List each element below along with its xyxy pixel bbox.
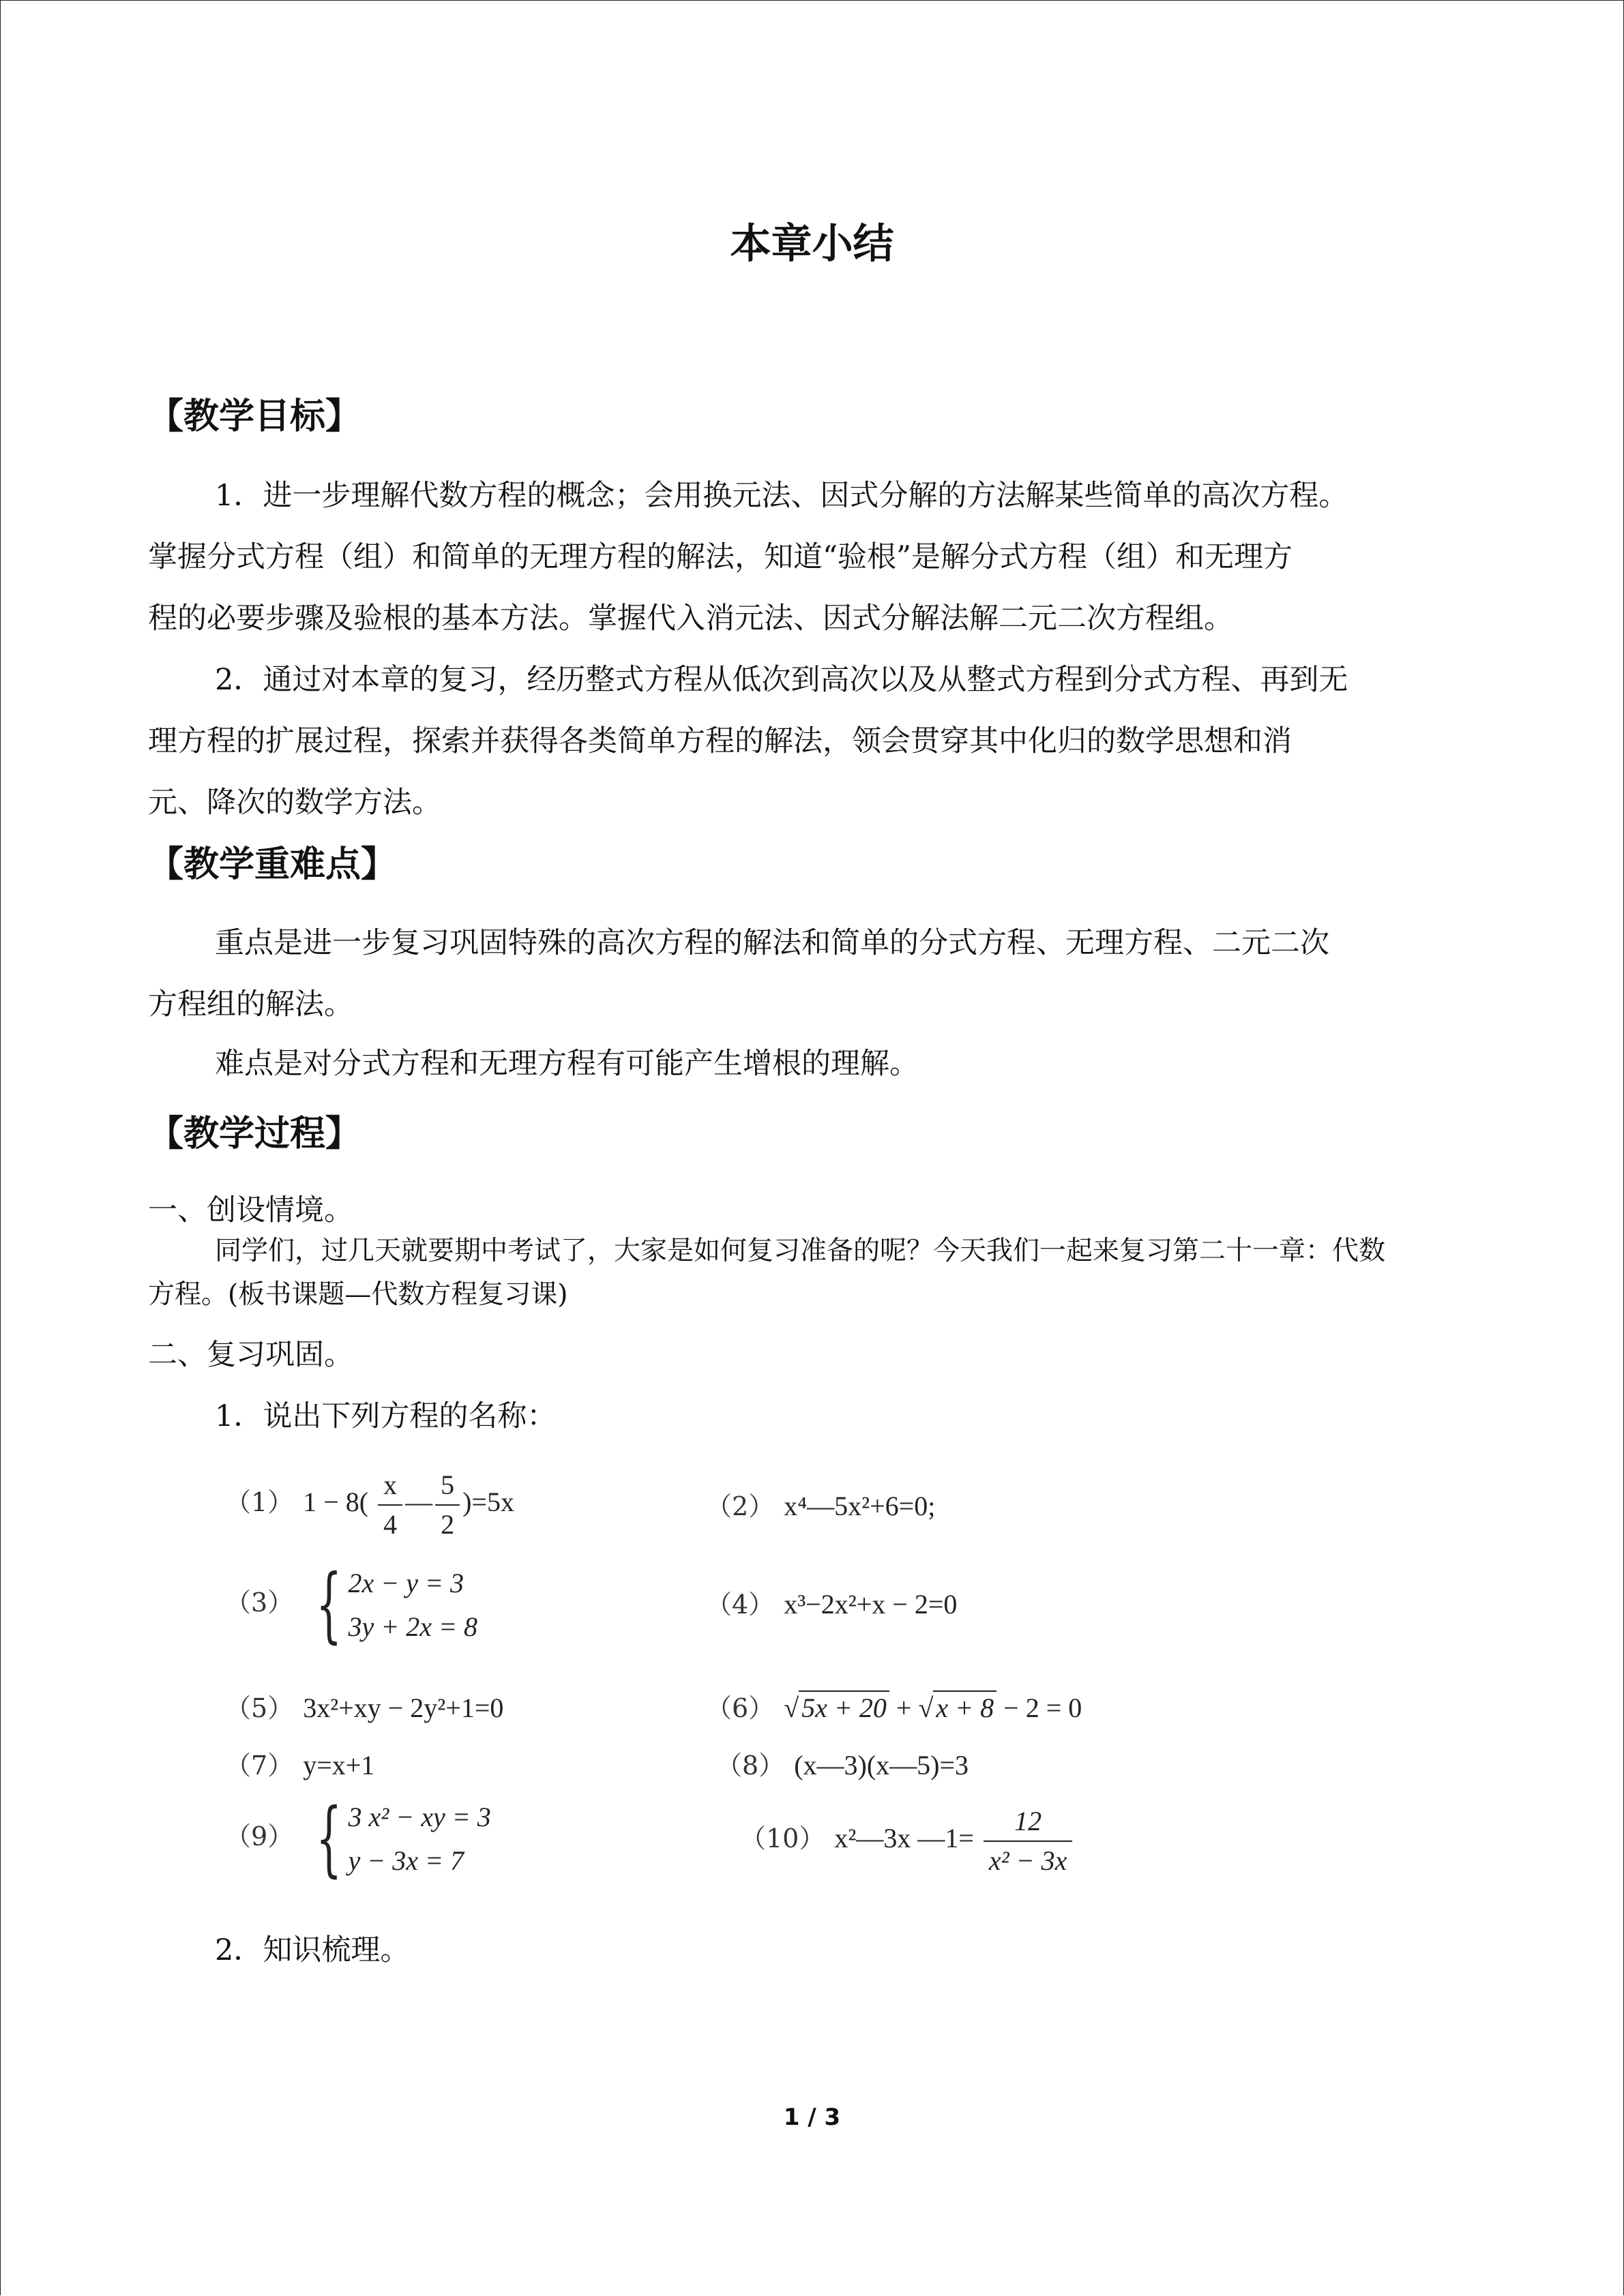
left-brace-icon: { — [316, 1791, 342, 1886]
key-line-3: 难点是对分式方程和无理方程有可能产生增根的理解。 — [215, 1047, 919, 1081]
step1-line-1: 同学们，过几天就要期中考试了，大家是如何复习准备的呢？今天我们一起来复习第二十一章：代数 — [215, 1236, 1386, 1266]
step1-title: 一、创设情境。 — [148, 1193, 353, 1227]
process-heading: 【教学过程】 — [148, 1114, 361, 1154]
equation-2: （2） x⁴—5x²+6=0; — [706, 1491, 936, 1521]
equation-1: （1） 1 − 8( $\frac{x}{4}$ — $\frac{5}{2}$ )=5x — [225, 1466, 514, 1544]
goals-line-6: 元、降次的数学方法。 — [148, 786, 441, 820]
goals-line-2: 掌握分式方程（组）和简单的无理方程的解法，知道“验根”是解分式方程（组）和无理方 — [148, 540, 1293, 574]
goals-line-3: 程的必要步骤及验根的基本方法。掌握代入消元法、因式分解法解二元二次方程组。 — [148, 601, 1233, 636]
page-number: 1 / 3 — [783, 2104, 841, 2131]
key-line-1: 重点是进一步复习巩固特殊的高次方程的解法和简单的分式方程、无理方程、二元二次 — [215, 926, 1329, 960]
goals-heading: 【教学目标】 — [148, 396, 361, 437]
goals-line-4: 2．通过对本章的复习，经历整式方程从低次到高次以及从整式方程到分式方程、再到无 — [215, 663, 1348, 697]
equation-10: （10） x²—3x —1= $\frac{12}{\text{x² − 3x}}$ — [740, 1802, 1075, 1880]
equation-3: （3） { 2x − y = 3 3y + 2x = 8 — [225, 1557, 478, 1652]
step1-line-2: 方程。(板书课题—代数方程复习课) — [148, 1279, 568, 1310]
item-2: 2．知识梳理。 — [215, 1933, 410, 1967]
goals-line-1: 1．进一步理解代数方程的概念；会用换元法、因式分解的方法解某些简单的高次方程。 — [215, 479, 1348, 513]
equation-7: （7） y=x+1 — [225, 1750, 375, 1780]
left-brace-icon: { — [316, 1557, 342, 1652]
equation-5: （5） 3x²+xy − 2y²+1=0 — [225, 1693, 504, 1723]
sqrt-icon: √ — [784, 1693, 799, 1723]
equation-8: （8） (x—3)(x—5)=3 — [716, 1750, 969, 1780]
equation-9: （9） { 3 x² − xy = 3 y − 3x = 7 — [225, 1791, 491, 1886]
step2-title: 二、复习巩固。 — [148, 1338, 353, 1372]
equation-6: （6） √ 5x + 20 + √ x + 8 − 2 = 0 — [706, 1687, 1082, 1725]
goals-line-5: 理方程的扩展过程，探索并获得各类简单方程的解法，领会贯穿其中化归的数学思想和消 — [148, 724, 1292, 758]
key-line-2: 方程组的解法。 — [148, 987, 353, 1022]
equation-4: （4） x³−2x²+x − 2=0 — [706, 1589, 958, 1620]
key-heading: 【教学重难点】 — [148, 844, 397, 885]
item-1: 1．说出下列方程的名称： — [215, 1399, 557, 1433]
page-title: 本章小结 — [730, 220, 894, 268]
sqrt-icon: √ — [918, 1693, 934, 1723]
